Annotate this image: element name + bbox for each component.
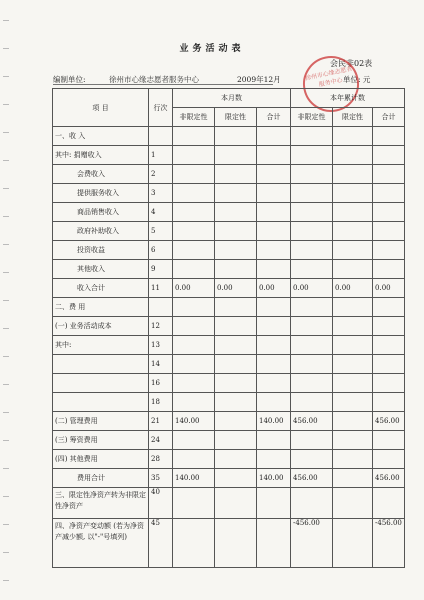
row-line-number: 28 — [149, 450, 173, 469]
row-value: 140.00 — [257, 412, 291, 431]
row-line-number: 3 — [149, 184, 173, 203]
unit-value: 徐州市心缘志愿者服务中心 — [109, 75, 199, 84]
row-value — [333, 519, 373, 568]
table-row — [53, 165, 405, 184]
row-value: 140.00 — [173, 412, 215, 431]
table-row — [53, 450, 405, 469]
table-row — [53, 279, 405, 298]
row-value — [291, 431, 333, 450]
row-line-number: 5 — [149, 222, 173, 241]
row-value — [215, 317, 257, 336]
official-seal: 徐州市心缘志愿者服务中心 — [298, 51, 364, 117]
header-cm-total: 合计 — [257, 108, 291, 127]
row-value — [333, 336, 373, 355]
row-value — [333, 469, 373, 488]
row-value — [173, 222, 215, 241]
row-value — [291, 393, 333, 412]
row-value — [333, 450, 373, 469]
row-value — [291, 203, 333, 222]
row-value — [215, 450, 257, 469]
row-value — [333, 146, 373, 165]
row-value — [333, 127, 373, 146]
row-label: (四) 其他费用 — [53, 450, 149, 469]
table-row — [53, 222, 405, 241]
row-value — [173, 165, 215, 184]
row-value — [373, 146, 405, 165]
row-value — [257, 203, 291, 222]
row-value — [173, 241, 215, 260]
row-value — [333, 203, 373, 222]
row-value — [373, 317, 405, 336]
row-value — [215, 241, 257, 260]
row-value — [173, 260, 215, 279]
row-value — [333, 412, 373, 431]
row-value — [215, 184, 257, 203]
row-value: 0.00 — [333, 279, 373, 298]
row-value — [173, 431, 215, 450]
row-value — [333, 488, 373, 519]
row-value — [173, 298, 215, 317]
row-value — [291, 260, 333, 279]
row-value — [173, 450, 215, 469]
table-row — [53, 317, 405, 336]
row-value — [373, 260, 405, 279]
row-line-number: 21 — [149, 412, 173, 431]
row-line-number: 16 — [149, 374, 173, 393]
table-row — [53, 184, 405, 203]
row-line-number: 14 — [149, 355, 173, 374]
row-value — [173, 374, 215, 393]
row-value — [215, 146, 257, 165]
row-value — [173, 127, 215, 146]
header-current-month: 本月数 — [173, 89, 291, 108]
row-value: 0.00 — [291, 279, 333, 298]
row-value — [291, 127, 333, 146]
row-value — [215, 355, 257, 374]
table-row — [53, 336, 405, 355]
table-row — [53, 488, 405, 519]
row-value — [173, 317, 215, 336]
table-row — [53, 241, 405, 260]
row-label — [53, 355, 149, 374]
row-value — [333, 222, 373, 241]
row-value — [373, 488, 405, 519]
currency-unit: 单位: 元 — [343, 75, 371, 84]
table-row — [53, 519, 405, 568]
row-value: -456.00 — [291, 519, 333, 568]
row-value — [215, 165, 257, 184]
header-cm-restricted: 限定性 — [215, 108, 257, 127]
row-value — [215, 203, 257, 222]
row-value — [373, 336, 405, 355]
row-value — [291, 241, 333, 260]
row-value — [333, 241, 373, 260]
row-value — [373, 298, 405, 317]
row-value — [215, 393, 257, 412]
table-row — [53, 355, 405, 374]
row-value: 0.00 — [215, 279, 257, 298]
row-value — [291, 146, 333, 165]
form-code: 会民非02表 — [330, 59, 373, 68]
row-value — [373, 203, 405, 222]
row-value — [257, 260, 291, 279]
table-row — [53, 146, 405, 165]
row-value — [215, 469, 257, 488]
table-row — [53, 393, 405, 412]
row-value — [257, 374, 291, 393]
table-row — [53, 127, 405, 146]
row-line-number: 45 — [149, 519, 173, 568]
row-value — [291, 488, 333, 519]
row-value — [215, 519, 257, 568]
row-value: 456.00 — [373, 412, 405, 431]
row-value: 140.00 — [257, 469, 291, 488]
row-label: 其中: — [53, 336, 149, 355]
row-value — [257, 222, 291, 241]
row-value: 456.00 — [373, 469, 405, 488]
row-label: 一、收 入 — [53, 127, 149, 146]
row-value — [333, 298, 373, 317]
row-line-number: 18 — [149, 393, 173, 412]
row-value — [373, 431, 405, 450]
row-value — [291, 317, 333, 336]
row-label: 提供服务收入 — [53, 184, 149, 203]
row-value — [215, 431, 257, 450]
row-value — [291, 222, 333, 241]
row-value: 140.00 — [173, 469, 215, 488]
header-ytd-restricted: 限定性 — [333, 108, 373, 127]
row-value — [373, 184, 405, 203]
row-value — [257, 355, 291, 374]
row-value — [291, 355, 333, 374]
row-value: 0.00 — [257, 279, 291, 298]
header-ytd-total: 合计 — [373, 108, 405, 127]
row-value — [173, 355, 215, 374]
row-label — [53, 393, 149, 412]
row-value — [173, 203, 215, 222]
row-value — [373, 374, 405, 393]
row-value — [257, 450, 291, 469]
row-label: 四、净资产变动额 (若为净资产减少额, 以"-"号填列) — [53, 519, 149, 568]
row-value — [173, 488, 215, 519]
row-value — [257, 184, 291, 203]
activity-statement-table — [52, 88, 405, 568]
row-value — [257, 336, 291, 355]
row-line-number: 6 — [149, 241, 173, 260]
row-value — [173, 336, 215, 355]
row-value — [173, 184, 215, 203]
row-value — [257, 488, 291, 519]
row-line-number: 12 — [149, 317, 173, 336]
table-row — [53, 431, 405, 450]
row-value — [333, 165, 373, 184]
row-label: 其他收入 — [53, 260, 149, 279]
row-value — [291, 184, 333, 203]
row-value — [257, 298, 291, 317]
row-value — [373, 355, 405, 374]
unit-label: 编制单位: — [53, 75, 86, 84]
row-value — [291, 298, 333, 317]
row-value — [215, 374, 257, 393]
row-value: 456.00 — [291, 412, 333, 431]
row-value — [291, 165, 333, 184]
row-line-number: 4 — [149, 203, 173, 222]
header-item: 项 目 — [53, 89, 149, 127]
row-value: -456.00 — [373, 519, 405, 568]
row-value — [373, 127, 405, 146]
row-label: 政府补助收入 — [53, 222, 149, 241]
row-value — [373, 393, 405, 412]
row-line-number: 11 — [149, 279, 173, 298]
row-value — [257, 146, 291, 165]
row-value — [257, 165, 291, 184]
row-value — [173, 519, 215, 568]
row-label — [53, 374, 149, 393]
meta-underline — [53, 84, 273, 85]
row-label: 费用合计 — [53, 469, 149, 488]
row-value — [215, 127, 257, 146]
row-value — [257, 393, 291, 412]
row-label: 三、限定性净资产转为非限定性净资产 — [53, 488, 149, 519]
row-value — [373, 222, 405, 241]
row-value — [173, 146, 215, 165]
row-value — [257, 519, 291, 568]
row-value — [333, 374, 373, 393]
row-label: (一) 业务活动成本 — [53, 317, 149, 336]
row-value — [333, 393, 373, 412]
table-row — [53, 260, 405, 279]
row-value — [291, 336, 333, 355]
report-period: 2009年12月 — [237, 75, 281, 84]
row-label: 会费收入 — [53, 165, 149, 184]
binding-margin — [0, 0, 12, 600]
row-value — [173, 393, 215, 412]
row-line-number: 35 — [149, 469, 173, 488]
row-value: 456.00 — [291, 469, 333, 488]
row-value — [215, 336, 257, 355]
header-cm-unrestricted: 非限定性 — [173, 108, 215, 127]
row-value: 0.00 — [173, 279, 215, 298]
row-value: 0.00 — [373, 279, 405, 298]
row-line-number: 1 — [149, 146, 173, 165]
row-value — [333, 355, 373, 374]
row-value — [373, 450, 405, 469]
row-line-number: 2 — [149, 165, 173, 184]
row-value — [373, 241, 405, 260]
row-label: (二) 管理费用 — [53, 412, 149, 431]
row-label: 其中: 捐赠收入 — [53, 146, 149, 165]
row-label: 投资收益 — [53, 241, 149, 260]
row-label: 二、费 用 — [53, 298, 149, 317]
header-ytd-unrestricted: 非限定性 — [291, 108, 333, 127]
row-value — [257, 241, 291, 260]
row-line-number: 13 — [149, 336, 173, 355]
row-line-number — [149, 298, 173, 317]
document-title: 业务活动表 — [179, 44, 245, 54]
row-label: 收入合计 — [53, 279, 149, 298]
header-line: 行次 — [149, 89, 173, 127]
row-value — [257, 317, 291, 336]
table-row — [53, 469, 405, 488]
row-value — [215, 298, 257, 317]
row-value — [291, 374, 333, 393]
row-value — [333, 431, 373, 450]
table-row — [53, 298, 405, 317]
row-value — [291, 450, 333, 469]
row-value — [333, 260, 373, 279]
table-row — [53, 374, 405, 393]
row-value — [333, 317, 373, 336]
row-value — [215, 222, 257, 241]
row-value — [373, 165, 405, 184]
header-ytd: 本年累计数 — [291, 89, 405, 108]
row-value — [215, 488, 257, 519]
row-value — [215, 260, 257, 279]
row-label: (三) 筹资费用 — [53, 431, 149, 450]
row-value — [215, 412, 257, 431]
row-label: 商品销售收入 — [53, 203, 149, 222]
row-line-number — [149, 127, 173, 146]
row-value — [257, 431, 291, 450]
row-value — [257, 127, 291, 146]
row-line-number: 9 — [149, 260, 173, 279]
row-value — [333, 184, 373, 203]
table-row — [53, 412, 405, 431]
table-row — [53, 203, 405, 222]
row-line-number: 40 — [149, 488, 173, 519]
row-line-number: 24 — [149, 431, 173, 450]
